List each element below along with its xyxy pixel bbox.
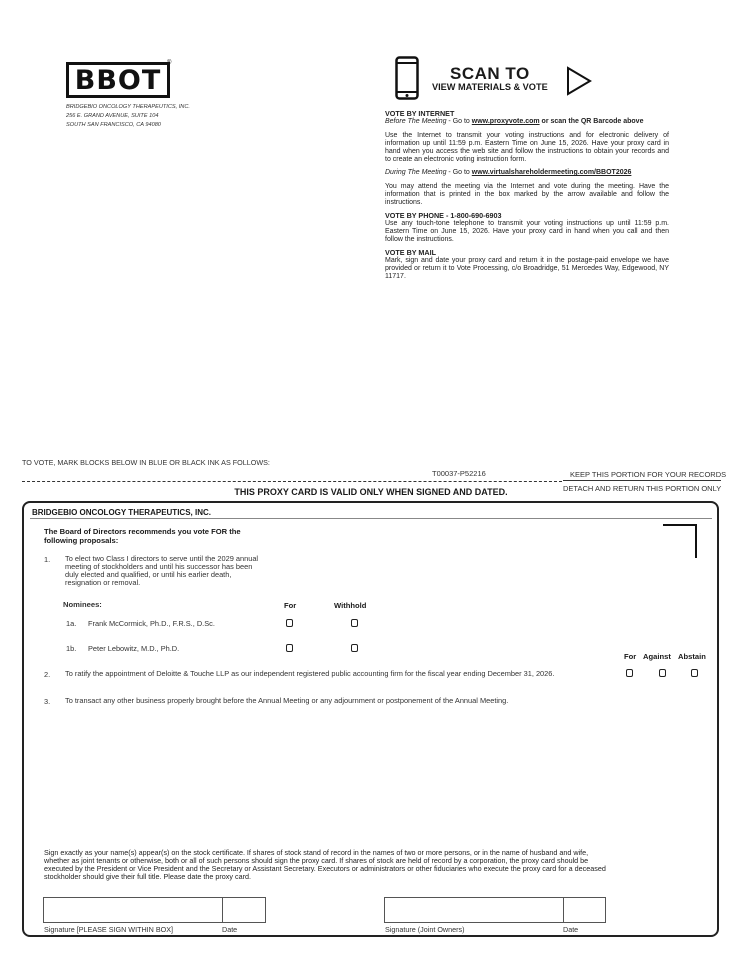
nominees-label: Nominees: (63, 600, 102, 609)
internet-text: Use the Internet to transmit your voting instructions and for electronic delivery of information up until 11:59 p.m. Eastern Time on June 15, 2026. Have your proxy card in hand when you access the web site and follow the instructions to obtain your records and to create an electronic voting instruction form. (385, 132, 669, 163)
phone-heading: VOTE BY PHONE - 1-800-690-6903 (385, 211, 502, 220)
abstain-header: Abstain (678, 652, 706, 661)
joint-signature-box[interactable] (384, 897, 564, 923)
nominee-1a-for-checkbox[interactable] (286, 619, 293, 627)
against-header: Against (643, 652, 671, 661)
joint-signature-label: Signature (Joint Owners) (385, 925, 465, 934)
phone-text: Use any touch-tone telephone to transmit your voting instructions up until 11:59 p.m. Eastern Time on June 15, 2026. Have your proxy card in hand when you call and then follow the instructions. (385, 220, 669, 243)
during-text: You may attend the meeting via the Internet and vote during the meeting. Have the information that is printed in the box marked by the arrow available and follow the instructions. (385, 183, 669, 206)
proposal-2-abstain-checkbox[interactable] (691, 669, 698, 677)
company-logo: BBOT (66, 62, 170, 98)
card-company-name: BRIDGEBIO ONCOLOGY THERAPEUTICS, INC. (32, 508, 211, 517)
valid-notice: THIS PROXY CARD IS VALID ONLY WHEN SIGNED AND DATED. (234, 487, 508, 497)
mail-text: Mark, sign and date your proxy card and return it in the postage-paid envelope we have provided or return it to Vote Processing, c/o Broadridge, 51 Mercedes Way, Edgewood, NY 11717. (385, 257, 669, 280)
nominee-1b-for-checkbox[interactable] (286, 644, 293, 652)
before-label: Before The Meeting (385, 118, 447, 125)
nominee-1a-withhold-checkbox[interactable] (351, 619, 358, 627)
during-goto: - Go to (446, 169, 472, 176)
address-line-3: SOUTH SAN FRANCISCO, CA 94080 (66, 122, 161, 128)
during-label: During The Meeting (385, 169, 447, 176)
virtual-meeting-link[interactable]: www.virtualshareholdermeeting.com/BBOT2026 (471, 169, 632, 176)
keep-portion-text: KEEP THIS PORTION FOR YOUR RECORDS (570, 470, 727, 479)
date-box[interactable] (222, 897, 266, 923)
before-meeting-line (385, 118, 669, 126)
signature-box[interactable] (43, 897, 223, 923)
detach-dashed-line (22, 481, 562, 482)
voting-instructions (385, 110, 669, 286)
proposal-3-number: 3. (44, 697, 51, 706)
corner-mark (663, 524, 697, 558)
signature-label: Signature [PLEASE SIGN WITHIN BOX] (44, 925, 174, 934)
address-line-1: BRIDGEBIO ONCOLOGY THERAPEUTICS, INC. (66, 104, 190, 110)
scan-title: SCAN TO (450, 64, 530, 83)
mark-instruction: TO VOTE, MARK BLOCKS BELOW IN BLUE OR BLACK INK AS FOLLOWS: (22, 458, 270, 467)
nominee-1a-name: Frank McCormick, Ph.D., F.R.S., D.Sc. (88, 619, 215, 628)
joint-date-label: Date (563, 925, 579, 934)
company-address (66, 103, 190, 130)
proxyvote-link[interactable]: www.proxyvote.com (471, 118, 540, 125)
registered-mark: ® (167, 60, 172, 66)
play-arrow-icon (566, 66, 592, 96)
before-goto: - Go to (446, 118, 472, 125)
for-header-2: For (624, 652, 637, 661)
joint-date-box[interactable] (563, 897, 606, 923)
mail-heading: VOTE BY MAIL (385, 248, 436, 257)
proposal-2-number: 2. (44, 670, 51, 679)
card-divider (30, 518, 712, 519)
during-meeting-line (385, 169, 669, 177)
nominee-1b-name: Peter Lebowitz, M.D., Ph.D. (88, 644, 180, 653)
internet-heading: VOTE BY INTERNET (385, 109, 455, 118)
proposal-2-for-checkbox[interactable] (626, 669, 633, 677)
proposal-1-text: To elect two Class I directors to serve until the 2029 annual meeting of stockholders and until his successor has been duly elected and qualified, or until his earlier death, resignation or removal. (65, 554, 259, 587)
nominee-1b-id: 1b. (66, 644, 77, 653)
address-line-2: 256 E. GRAND AVENUE, SUITE 104 (66, 113, 159, 119)
nominee-1b-withhold-checkbox[interactable] (351, 644, 358, 652)
proposal-3-text: To transact any other business properly brought before the Annual Meeting or any adjournment or postponement of the Annual Meeting. (65, 696, 509, 705)
qr-text: or scan the QR Barcode above (539, 118, 644, 125)
date-label: Date (222, 925, 238, 934)
board-recommendation: The Board of Directors recommends you vote FOR the following proposals: (44, 527, 241, 545)
proposal-2-against-checkbox[interactable] (659, 669, 666, 677)
control-number: T00037-P52216 (432, 469, 486, 478)
proposal-2-text: To ratify the appointment of Deloitte & Touche LLP as our independent registered public accounting firm for the fiscal year ending December 31, 2026. (65, 669, 555, 678)
for-header-1: For (284, 601, 297, 610)
scan-subtitle: VIEW MATERIALS & VOTE (432, 82, 548, 92)
phone-icon (395, 56, 419, 100)
withhold-header: Withhold (334, 601, 367, 610)
proposal-1-number: 1. (44, 555, 51, 564)
keep-underline (563, 480, 721, 481)
signing-instructions: Sign exactly as your name(s) appear(s) on the stock certificate. If shares of stock stand of record in the names of two or more persons, or in the name of husband and wife, whether as joint tenants or otherwise, both or all of such persons should sign the proxy card. If shares of stock are held of record by a corporation, the proxy card should be executed by the President or Vice President and the Secretary or Assistant Secretary. Executors or administrators or other fiduciaries who execute the proxy card for a deceased stockholder should give their full title. Please date the proxy card. (44, 848, 606, 881)
detach-portion-text: DETACH AND RETURN THIS PORTION ONLY (563, 484, 722, 493)
nominee-1a-id: 1a. (66, 619, 77, 628)
